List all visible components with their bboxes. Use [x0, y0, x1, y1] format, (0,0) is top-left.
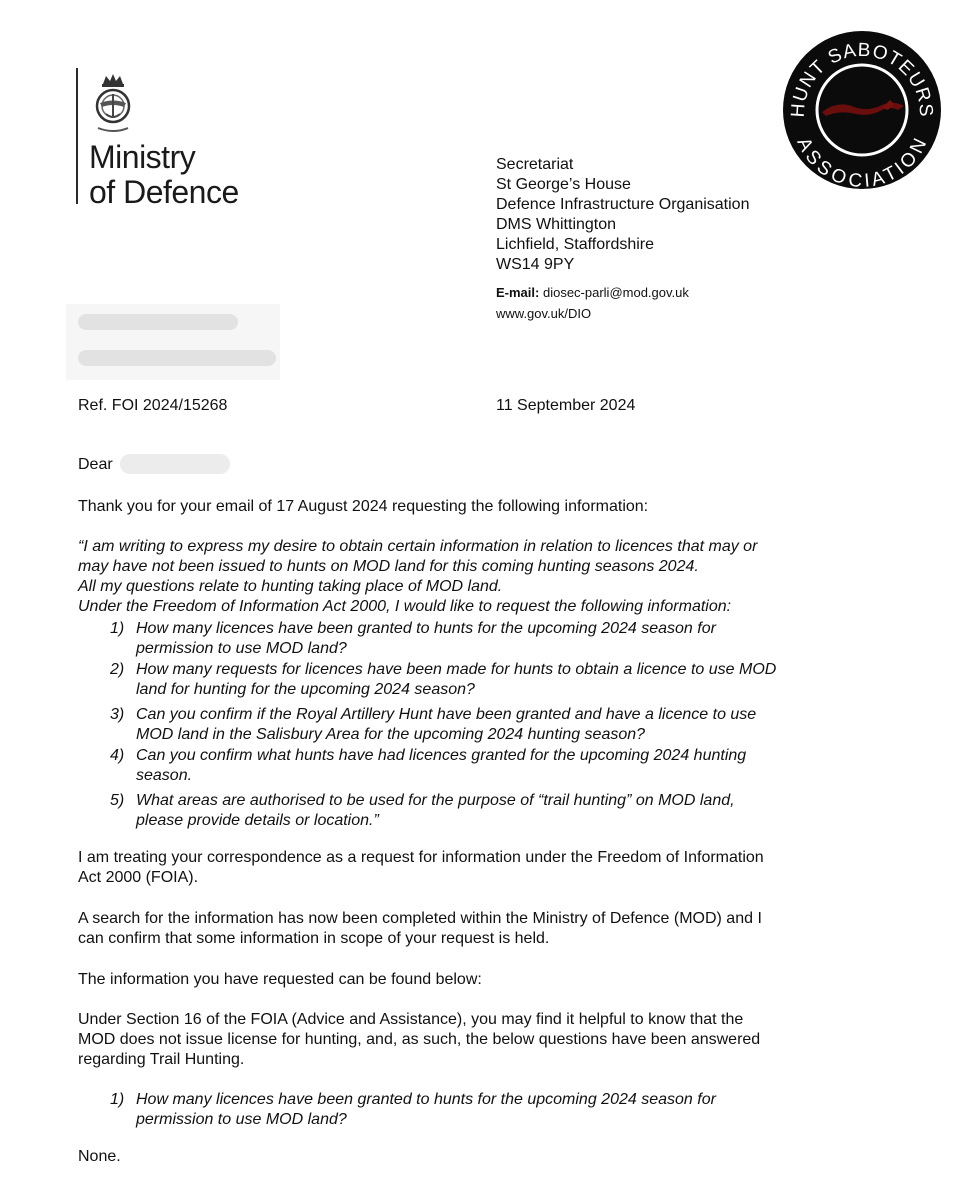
quote-line: may have not been issued to hunts on MOD land for this coming hunting seasons 2024.: [78, 558, 699, 575]
paragraph-line: Thank you for your email of 17 August 2024 requesting the following information:: [78, 498, 649, 515]
info-below-paragraph: [78, 970, 858, 990]
item-line: Can you confirm if the Royal Artillery Hunt have been granted and have a licence to use: [136, 706, 757, 723]
paragraph-line: I am treating your correspondence as a request for information under the Freedom of Information: [78, 849, 764, 866]
quote-line: Under the Freedom of Information Act 2000, I would like to request the following information:: [78, 598, 732, 615]
item-line: permission to use MOD land?: [136, 640, 347, 657]
paragraph-line: A search for the information has now been completed within the Ministry of Defence (MOD) and I: [78, 910, 762, 927]
item-line: How many requests for licences have been made for hunts to obtain a licence to use MOD: [136, 661, 777, 678]
item-line: please provide details or location.”: [136, 812, 379, 829]
paragraph-line: can confirm that some information in scope of your request is held.: [78, 930, 550, 947]
item-line: How many licences have been granted to hunts for the upcoming 2024 season for: [136, 1091, 716, 1108]
website-link[interactable]: www.gov.uk/DIO: [496, 306, 592, 321]
badge-text-top: HUNT SABOTEURS: [787, 39, 937, 118]
mod-crest-icon: [88, 70, 138, 134]
sender-address: [496, 155, 749, 275]
logo-divider-bar: [76, 68, 78, 204]
quote-line: “I am writing to express my desire to obtain certain information in relation to licences that may or: [78, 538, 758, 555]
foia-treatment-paragraph: [78, 848, 858, 888]
item-line: land for hunting for the upcoming 2024 season?: [136, 681, 475, 698]
redacted-recipient-name: [120, 454, 230, 474]
intro-paragraph: [78, 497, 858, 517]
letter-date: 11 September 2024: [496, 397, 636, 414]
paragraph-line: regarding Trail Hunting.: [78, 1051, 245, 1068]
item-line: season.: [136, 767, 193, 784]
address-line: Secretariat: [496, 156, 574, 173]
item-number: 2): [110, 661, 125, 678]
item-line: Can you confirm what hunts have had licences granted for the upcoming 2024 hunting: [136, 747, 747, 764]
address-line: Lichfield, Staffordshire: [496, 236, 655, 253]
paragraph-line: Act 2000 (FOIA).: [78, 869, 199, 886]
email-link[interactable]: diosec-parli@mod.gov.uk: [542, 285, 689, 300]
quote-line: All my questions relate to hunting taking place of MOD land.: [78, 578, 503, 595]
email-line: [496, 285, 689, 301]
salutation: Dear: [78, 456, 113, 473]
item-line: MOD land in the Salisbury Area for the upcoming 2024 hunting season?: [136, 726, 646, 743]
item-number: 3): [110, 706, 125, 723]
redacted-line: [78, 314, 238, 330]
address-line: Defence Infrastructure Organisation: [496, 196, 750, 213]
badge-text-bottom: ASSOCIATION: [792, 134, 932, 190]
section16-paragraph: [78, 1010, 858, 1070]
item-number: 1): [110, 620, 125, 637]
item-line: permission to use MOD land?: [136, 1111, 347, 1128]
item-number: 1): [110, 1091, 125, 1108]
item-number: 5): [110, 792, 125, 809]
org-name-line2: of Defence: [89, 174, 239, 210]
reference-number: Ref. FOI 2024/15268: [78, 397, 228, 414]
item-number: 4): [110, 747, 125, 764]
org-name-line1: Ministry: [89, 139, 196, 175]
item-line: What areas are authorised to be used for the purpose of “trail hunting” on MOD land,: [136, 792, 735, 809]
paragraph-line: The information you have requested can be found below:: [78, 971, 482, 988]
request-quote: [78, 537, 858, 617]
paragraph-line: Under Section 16 of the FOIA (Advice and Assistance), you may find it helpful to know that the: [78, 1011, 744, 1028]
item-line: How many licences have been granted to hunts for the upcoming 2024 season for: [136, 620, 716, 637]
mod-wordmark: [89, 140, 239, 210]
address-line: St George’s House: [496, 176, 631, 193]
email-label: E-mail:: [496, 285, 540, 300]
answer-text: None.: [78, 1148, 121, 1165]
address-line: DMS Whittington: [496, 216, 617, 233]
redacted-line: [78, 350, 276, 366]
address-postcode: WS14 9PY: [496, 256, 575, 273]
paragraph-line: MOD does not issue license for hunting, and, as such, the below questions have been answered: [78, 1031, 761, 1048]
hunt-saboteurs-badge-icon: [782, 30, 942, 190]
search-result-paragraph: [78, 909, 858, 949]
